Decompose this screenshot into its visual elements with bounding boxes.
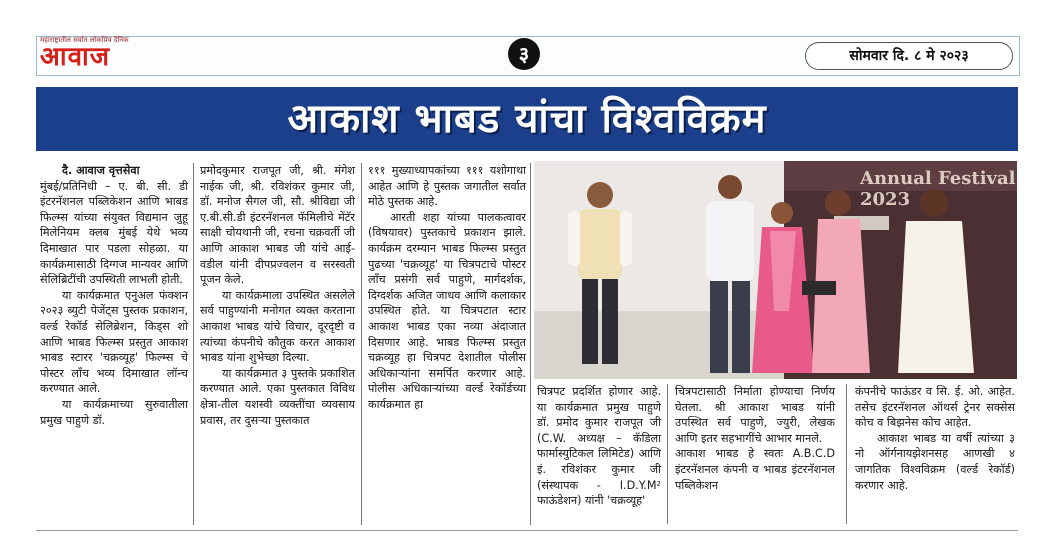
page-number: ३ <box>508 38 540 70</box>
article-column-3 <box>368 163 526 413</box>
article-column-1 <box>40 163 188 428</box>
article-column-2 <box>200 163 355 428</box>
column-rule <box>193 163 194 525</box>
byline: दै. आवाज वृत्तसेवा <box>62 164 140 177</box>
paragraph: प्रमोदकुमार राजपूत जी, श्री. मंगेश नाईक जी, श्री. रविशंकर कुमार जी, डॉ. मनोज सैगल जी, सौ. श्रीविद्या जी ए.बी.सी.डी इंटरनॅशनल फॅमिलीचे मेंटॅर साक्षी चोयथानी जी, रचना चक्रवर्ती जी आणि आकाश भाबड जी यांचे आई- वडील यांनी दीपप्रज्वलन व सरस्वती पूजन केले. <box>200 164 355 287</box>
paragraph: चित्रपट प्रदर्शित होणार आहे. या कार्यक्रमात प्रमुख पाहुणे डॉ. प्रमोद कुमार राजपूत जी (C.W. अध्यक्ष – कॅडिला फार्मास्युटिकल लिमिटेड) आणि इं. रविशंकर कुमार जी (संस्थापक - I.D.Y.M² फाऊंडेशन) यांनी 'चक्रव्यूह' <box>537 385 661 508</box>
paragraph: या कार्यक्रमाच्या सुरुवातीला प्रमुख पाहुणे डॉ. <box>40 397 188 427</box>
column-rule <box>530 163 531 525</box>
paragraph: आरती शहा यांच्या पालकत्वावर (विषयावर) पुस्तकाचे प्रकाशन झाले. कार्यक्रम दरम्यान भाबड फिल्म्स प्रस्तुत पुढच्या 'चक्रव्यूह' या चित्रपटाचे पोस्टर लॉंच प्रसंगी सर्व पाहुणे, मार्गदर्शक, दिग्दर्शक अजित जाधव आणि कलाकार उपस्थित होते. या चित्रपटात स्टार आकाश भाबड एका नव्या अंदाजात दिसणार आहे. भाबड फिल्म्स प्रस्तुत चक्रव्यूह हा चित्रपट देशातील पोलीस अधिकाऱ्यांना समर्पित करणार आहे. पोलीस अधिकाऱ्यांच्या वर्ल्ड रेकॉर्डच्या कार्यक्रमात हा <box>368 210 526 411</box>
issue-date: सोमवार दि. ८ मे २०२३ <box>805 42 1013 70</box>
headline: आकाश भाबड यांचा विश्वविक्रम <box>287 96 767 142</box>
photo-banner-text: Annual Festival 2023 <box>860 168 1016 210</box>
article-column-4 <box>537 384 661 509</box>
paragraph: कंपनीचे फाऊंडर व सि. ई. ओ. आहेत. तसेच इंटरनॅशनल ऑथर्स ट्रेनर सक्सेस कोच व बिझनेस कोच आहेत. <box>855 385 1015 430</box>
column-rule <box>846 384 847 524</box>
paragraph: चित्रपटासाठी निर्माता होण्याचा निर्णय घेतला. श्री आकाश भाबड यांनी उपस्थित सर्व पाहुणे, ज्युरी, लेखक आणि इतर सहभागींचे आभार मानले. <box>675 385 835 445</box>
masthead-tagline: महाराष्ट्रातील सर्वात लोकप्रिय दैनिक <box>40 36 129 44</box>
paragraph: आकाश भाबड या वर्षी त्यांच्या ३ नो ऑर्गनायझेशनसह आणखी ४ जागतिक विश्वविक्रम (वर्ल्ड रेकॉर्ड) करणार आहे. <box>855 431 1015 492</box>
paragraph: १११ मुख्याध्यापकांच्या १११ यशोगाथा आहेत आणि हे पुस्तक जगातील सर्वात मोठे पुस्तक आहे. <box>368 164 526 209</box>
page-bottom-rule <box>36 530 1018 531</box>
article-column-6 <box>855 384 1015 493</box>
column-rule <box>667 384 668 524</box>
article-column-5 <box>675 384 835 493</box>
column-rule <box>361 163 362 525</box>
paragraph: या कार्यक्रमाला उपस्थित असलेले सर्व पाहुण्यांनी मनोगत व्यक्त करताना आकाश भाबड यांचे विचार, दूरदृष्टी व त्यांच्या कंपनीचे कौतुक करत आकाश भाबड यांना शुभेच्छा दिल्या. <box>200 288 355 365</box>
newspaper-logo: आवाज <box>40 42 111 72</box>
paragraph: या कार्यक्रमात ३ पुस्तके प्रकाशित करण्यात आले. एका पुस्तकात विविध क्षेत्रा-तील यशस्वी व्यक्तींचा व्यवसाय प्रवास, तर दुसऱ्या पुस्तकात <box>200 366 355 427</box>
paragraph: मुंबई/प्रतिनिधी – ए. बी. सी. डी इंटरनॅशनल पब्लिकेशन आणि भाबड फिल्म्स यांच्या संयुक्त विद्यमान जुहू मिलेनियम क्लब मुंबई येथे भव्य दिमाखात पार पडला सोहळा. या कार्यक्रमासाठी दिग्गज मान्यवर आणि सेलिब्रिटींची उपस्थिती लाभली होती. <box>40 179 188 287</box>
paragraph: आकाश भाबड हे स्वतः A.B.C.D इंटरनॅशनल कंपनी व भाबड इंटरनॅशनल पब्लिकेशन <box>675 447 835 492</box>
paragraph: या कार्यक्रमात एनुअल फंक्शन २०२३ ब्युटी पेजेंट्स पुस्तक प्रकाशन, वर्ल्ड रेकॉर्ड सेलिब्रेशन, किड्स शो आणि भाबड फिल्म्स प्रस्तुत आकाश भाबड स्टारर 'चक्रव्यूह' फिल्म्स चे पोस्टर लॉंच भव्य दिमाखात लॉन्च करण्यात आले. <box>40 288 188 396</box>
